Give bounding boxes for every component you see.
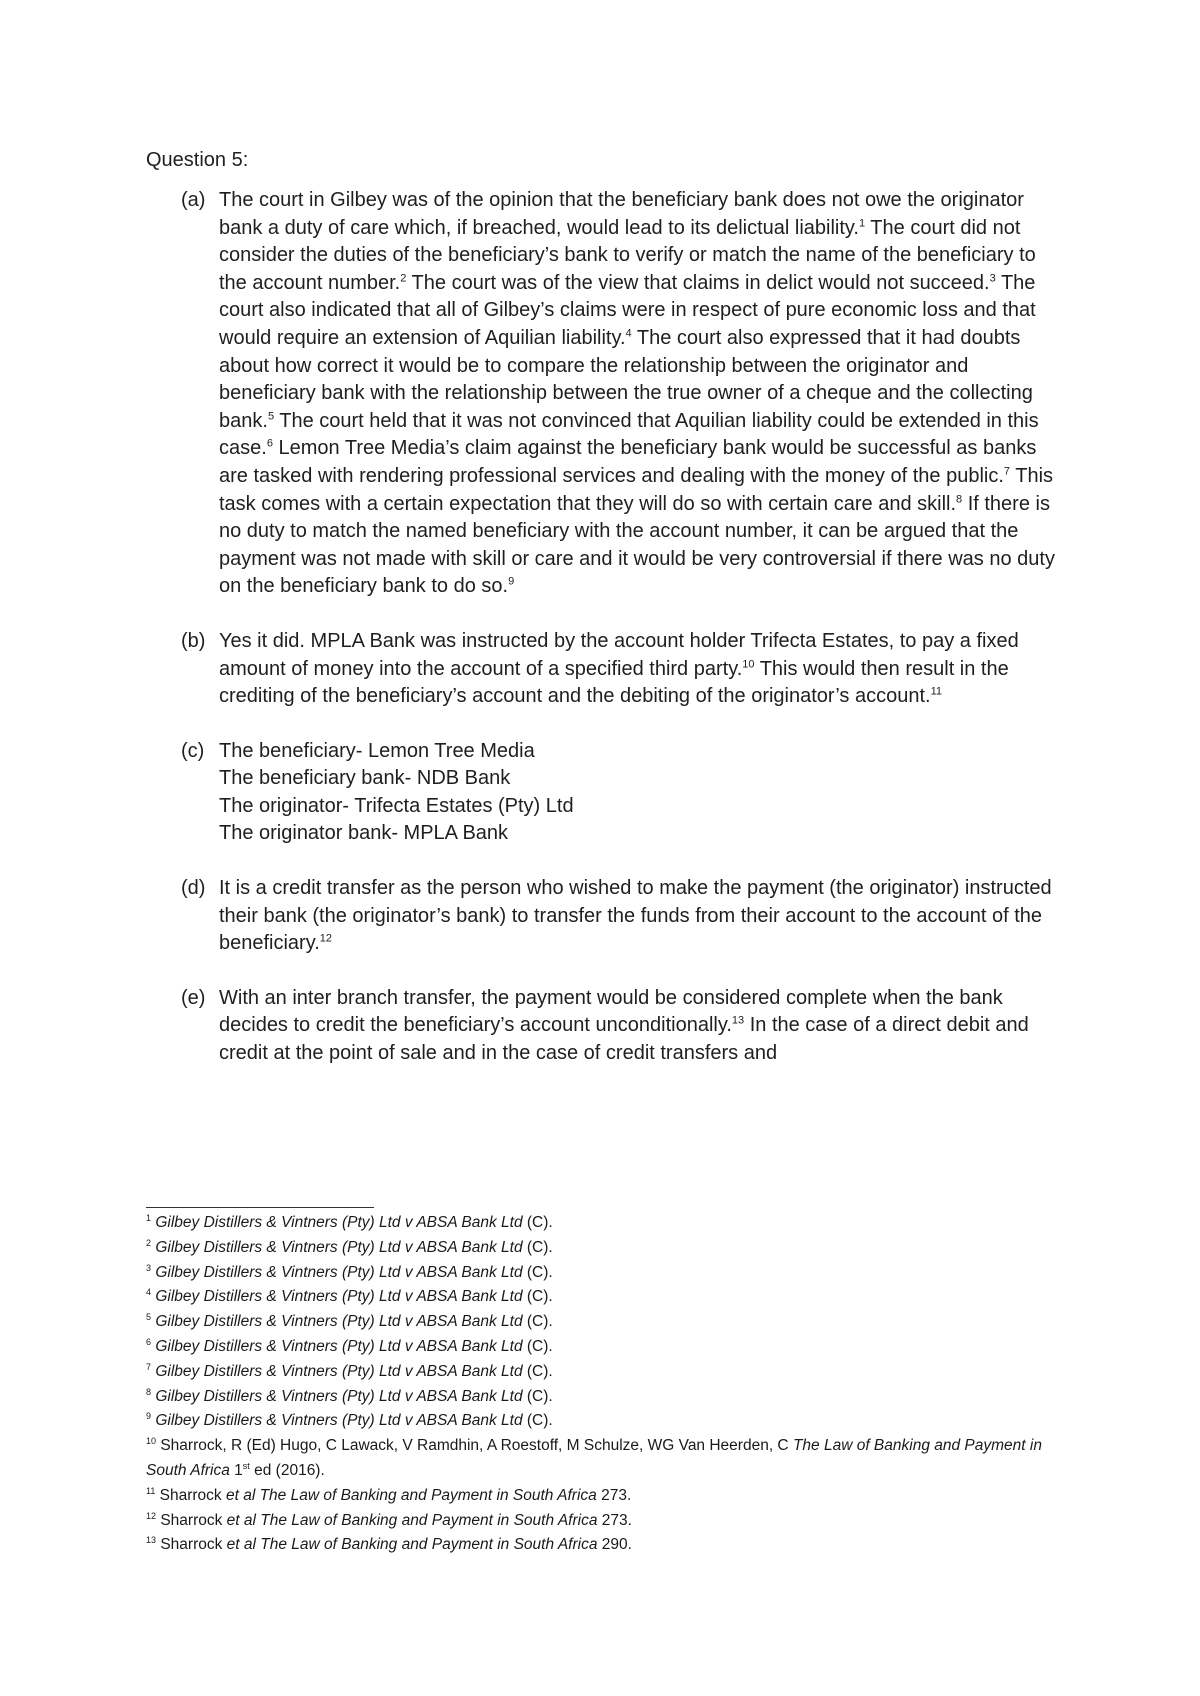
footnote [146,1484,1066,1509]
footnote [146,1385,1066,1410]
answer-text [219,985,1066,1068]
citation-title: Gilbey Distillers & Vintners (Pty) Ltd v ABSA Bank Ltd [155,1214,523,1231]
citation-title: Gilbey Distillers & Vintners (Pty) Ltd v ABSA Bank Ltd [155,1412,523,1430]
footnote-number: 8 [146,1386,152,1397]
text-run: Sharrock [156,1536,227,1554]
footnote-number: 7 [146,1361,152,1372]
footnote-number: 13 [146,1535,157,1546]
text-run: 1 [229,1461,243,1479]
text-run: (C). [522,1412,553,1430]
question-heading: Question 5: [146,149,249,171]
answer-text [219,875,1066,958]
text-run: Sharrock [156,1511,227,1529]
answer-item [146,985,1066,1068]
text-run: ed (2016). [249,1461,325,1479]
footnote [146,1360,1066,1385]
footnotes [146,1211,1066,1558]
text-run: (C). [522,1288,553,1306]
text-run: (C). [522,1238,553,1256]
text-run: The court also indicated that all of Gilbey’s claims were in respect of pure economic loss and that would require an extension of Aquilian liability. [219,271,1036,349]
footnote-ref: 9 [508,575,515,588]
citation-title: Gilbey Distillers & Vintners (Pty) Ltd v ABSA Bank Ltd [155,1263,523,1281]
text-run: 273. [596,1486,632,1504]
text-run: The beneficiary- Lemon Tree Media [219,739,535,762]
text-run: The court did not consider the duties of the beneficiary’s bank to verify or match the name of the beneficiary to the account number. [219,216,1036,294]
footnote [146,1285,1066,1310]
footnote-number: 3 [146,1262,152,1273]
answer-item [146,738,1066,848]
footnote-number: 1 [146,1212,152,1223]
text-run: 290. [597,1536,632,1554]
answer-label: (d) [181,877,206,900]
text-run: The court was of the view that claims in delict would not succeed. [406,271,990,294]
answer-label: (b) [181,629,206,652]
answer-item [146,628,1066,711]
answer-text [219,628,1066,711]
footnote-number: 6 [146,1336,152,1347]
footnote-number: 2 [146,1237,152,1248]
text-run: With an inter branch transfer, the payment would be considered complete when the bank decides to credit the beneficiary’s account unconditionally. [219,986,1003,1037]
citation-title: Gilbey Distillers & Vintners (Pty) Ltd v ABSA Bank Ltd [155,1337,523,1355]
answer-item [146,187,1066,601]
answer-label: (a) [181,189,206,211]
footnote-number: 9 [146,1411,152,1422]
text-run: Sharrock [155,1486,226,1504]
footnote-number: 12 [146,1510,157,1521]
citation-title: et al The Law of Banking and Payment in South Africa [225,1486,597,1504]
footnote-separator [146,1207,374,1208]
footnote-number: 10 [146,1436,157,1447]
citation-title: et al The Law of Banking and Payment in South Africa [226,1511,598,1529]
footnote-ref: 5 [267,410,275,423]
footnote-ref: 13 [731,1014,745,1027]
footnote [146,1261,1066,1286]
text-run: Lemon Tree Media’s claim against the beneficiary bank would be successful as banks are tasked with rendering professional services and dealing with the money of the public. [219,437,1037,487]
citation-title: Gilbey Distillers & Vintners (Pty) Ltd v ABSA Bank Ltd [155,1387,523,1405]
text-run: (C). [522,1214,553,1231]
footnote-ref: 7 [1003,465,1011,478]
text-run: Sharrock, R (Ed) Hugo, C Lawack, V Ramdhin, A Roestoff, M Schulze, WG Van Heerden, C [156,1437,793,1455]
text-run: (C). [522,1362,553,1380]
footnote-ref: 6 [266,437,273,450]
citation-title: Gilbey Distillers & Vintners (Pty) Ltd v ABSA Bank Ltd [155,1362,523,1380]
footnote-ref: 11 [930,685,942,698]
text-run: The court held that it was not convinced that Aquilian liability could be extended in this case. [219,409,1039,460]
citation-title: et al The Law of Banking and Payment in South Africa [226,1536,598,1554]
answer-label: (e) [181,986,206,1009]
text-run: The beneficiary bank- NDB Bank [219,767,511,790]
text-run: (C). [522,1263,553,1281]
footnote-ref: 1 [858,216,866,229]
footnote-ref: 10 [742,657,755,670]
text-run: (C). [522,1387,553,1405]
text-run: This task comes with a certain expectation that they will do so with certain care and skill. [219,464,1054,515]
text-run: The originator bank- MPLA Bank [219,822,509,845]
footnote-ref: st [242,1460,250,1471]
footnote-ref: 8 [956,492,963,505]
citation-title: Gilbey Distillers & Vintners (Pty) Ltd v ABSA Bank Ltd [155,1313,523,1331]
footnote-ref: 12 [319,932,333,945]
footnote-ref: 4 [625,327,632,340]
footnote [146,1409,1066,1434]
citation-title: Gilbey Distillers & Vintners (Pty) Ltd v ABSA Bank Ltd [155,1288,523,1306]
footnote [146,1434,1066,1484]
text-run: The court also expressed that it had doubts about how correct it would be to compare the relationship between the originator and beneficiary bank with the relationship between the true owner of a cheque and the collecting bank. [219,326,1033,432]
text-run: In the case of a direct debit and credit at the point of sale and in the case of credit transfers and [219,1014,1029,1065]
answer-label: (c) [181,739,205,762]
answer-list [146,187,1066,1095]
footnote [146,1236,1066,1261]
footnote-number: 5 [146,1312,152,1323]
text-run: (C). [522,1337,553,1355]
footnote [146,1509,1066,1534]
footnote [146,1310,1066,1335]
footnote [146,1211,1066,1236]
text-run: It is a credit transfer as the person who wished to make the payment (the originator) instructed their bank (the originator’s bank) to transfer the funds from their account to the account of the beneficiary. [219,877,1052,955]
footnote-number: 11 [146,1485,156,1496]
text-run: The originator- Trifecta Estates (Pty) Ltd [219,794,574,817]
text-run: If there is no duty to match the named beneficiary with the account number, it can be argued that the payment was not made with skill or care and it would be very controversial if there was no duty on the beneficiary bank to do so. [219,492,1055,598]
footnote-ref: 2 [400,272,407,285]
text-run: This would then result in the crediting of the beneficiary’s account and the debiting of the originator’s account. [219,657,1009,708]
answer-text [219,738,1066,848]
text-run: 273. [597,1511,632,1529]
citation-title: Gilbey Distillers & Vintners (Pty) Ltd v ABSA Bank Ltd [155,1238,523,1256]
text-run: (C). [522,1313,553,1331]
answer-text [219,187,1066,601]
text-run: Yes it did. MPLA Bank was instructed by the account holder Trifecta Estates, to pay a fixed amount of money into the account of a specified third party. [219,629,1019,680]
footnote [146,1335,1066,1360]
text-run: The court in Gilbey was of the opinion that the beneficiary bank does not owe the originator bank a duty of care which, if breached, would lead to its delictual liability. [219,189,1024,239]
footnote-ref: 3 [989,272,996,285]
answer-item [146,875,1066,958]
footnote [146,1533,1066,1558]
citation-title: The Law of Banking and Payment in South Africa [146,1437,1042,1479]
footnote-number: 4 [146,1287,152,1298]
